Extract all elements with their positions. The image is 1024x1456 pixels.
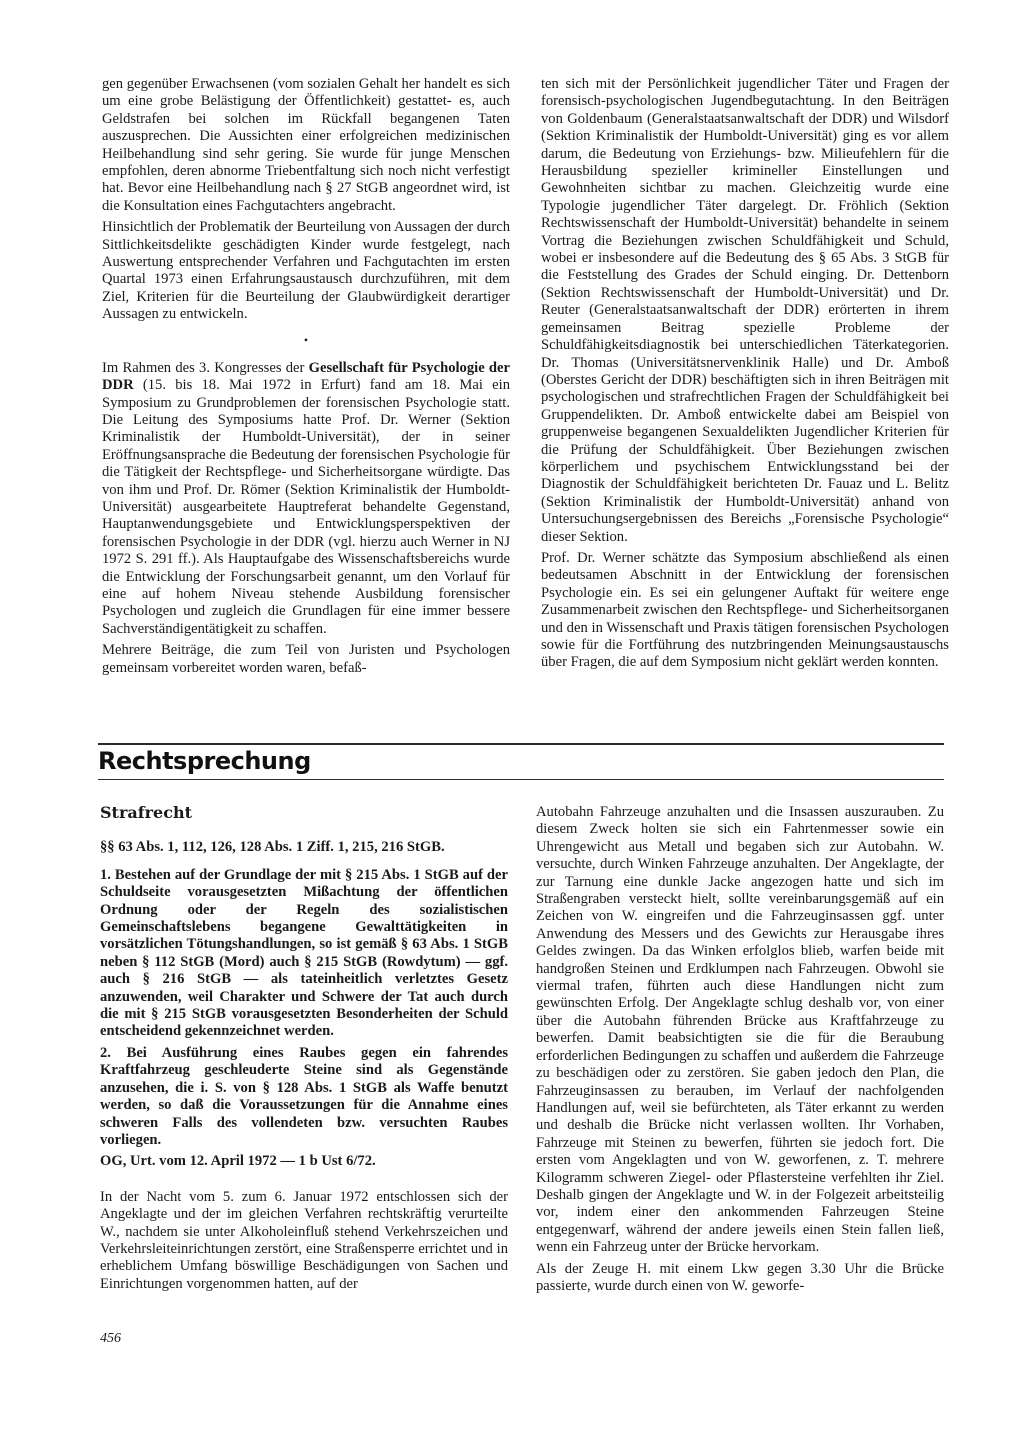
column-top-left [102, 76, 510, 681]
paragraph: In der Nacht vom 5. zum 6. Januar 1972 entschlossen sich der Angeklagte und der im gleichen Verfahren rechtskräftig verurteilte W., nachdem sie unter Alkoholeinfluß stehend Verkehrszeichen und Verkehrsleiteinrichtungen zerstört, eine Straßensperre errichtet und in erheblichem Umfang böswillige Beschädigungen von Sachen und Einrichtungen vorgenommen hatten, auf der [100, 1188, 508, 1292]
separator-bullet: • [303, 332, 309, 347]
text-run: Im Rahmen des 3. Kongresses der [102, 359, 309, 376]
holding-1: 1. Bestehen auf der Grundlage der mit § 215 Abs. 1 StGB auf der Schuldseite vorausgesetzten Mißachtung der öffentlichen Ordnung oder der Regeln des sozialistischen Gemeinschaftslebens begangene Gewalttätigkeiten in vorsätzlichen Tötungshandlungen, so ist gemäß § 63 Abs. 1 StGB neben § 112 StGB (Mord) auch § 215 StGB (Rowdytum) — ggf. auch § 216 StGB — als tateinheitlich verletztes Gesetz anzuwenden, weil Charakter und Schwere der Tat auch durch die mit § 215 StGB vorausgesetzten Besonderheiten der Schuld entscheidend gekennzeichnet werden. [100, 866, 508, 1040]
column-top-right [541, 76, 949, 676]
column-bottom-right [536, 804, 944, 1299]
page-number: 456 [100, 1331, 121, 1346]
section-rule-bottom [98, 779, 944, 780]
paragraph: Als der Zeuge H. mit einem Lkw gegen 3.30 Uhr die Brücke passierte, wurde durch einen von W. geworfe- [536, 1260, 944, 1294]
paragraph: Hinsichtlich der Problematik der Beurteilung von Aussagen der durch Sittlichkeitsdelikte geschädigten Kinder wurde festgelegt, nach Auswertung entsprechender Verfahren und Fachgutachten im ersten Quartal 1973 einen Erfahrungsaustausch durchzuführen, mit dem Ziel, Kriterien für die Beurteilung der Glaubwürdigkeit derartiger Aussagen zu entwickeln. [102, 219, 510, 323]
court-citation: OG, Urt. vom 12. April 1972 — 1 b Ust 6/72. [100, 1153, 376, 1170]
society-name: Gesellschaft für Psychologie der DDR [102, 359, 510, 394]
law-reference: §§ 63 Abs. 1, 112, 126, 128 Abs. 1 Ziff. 1, 215, 216 StGB. [100, 839, 445, 856]
paragraph: gen gegenüber Erwachsenen (vom sozialen Gehalt her handelt es sich um eine grobe Belästigung der Öffentlichkeit) gestattet- es, auch Geldstrafen bei solchen im Rückfall begangenen Taten auszusprechen. Die Aussichten einer erfolgreichen medizinischen Heilbehandlung sind sehr gering. Sie wurde für junge Menschen empfohlen, deren abnorme Triebentfaltung sich noch nicht verfestigt hat. Bevor eine Heilbehandlung nach § 27 StGB angeordnet wird, ist die Konsultation eines Fachgutachters angebracht. [102, 76, 510, 214]
paragraph: Mehrere Beiträge, die zum Teil von Juristen und Psychologen gemeinsam vorbereitet worden waren, befaß- [102, 642, 510, 676]
subsection-title: Strafrecht [100, 803, 192, 822]
congress-paragraph [102, 360, 510, 639]
text-run: (15. bis 18. Mai 1972 in Erfurt) fand am 18. Mai ein Symposium zu Grundproblemen der forensischen Psychologie statt. Die Leitung des Symposiums hatte Prof. Dr. Werner (Sektion Kriminalistik der Humboldt-Universität), der in seiner Eröffnungsansprache die Bedeutung der forensischen Psychologie für die Tätigkeit der Rechtspflege- und Sicherheitsorgane würdigte. Das von ihm und Prof. Dr. Römer (Sektion Kriminalistik der Humboldt-Universität) ausgearbeitete Hauptreferat behandelte Gegenstand, Hauptanwendungsgebiete und Entwicklungsperspektiven der forensischen Psychologie in der DDR (vgl. hierzu auch Werner in NJ 1972 S. 291 ff.). Als Hauptaufgabe des Wissenschaftsbereichs wurde die Entwicklung der Forschungsarbeit genannt, um den Vorlauf für eine auf hohem Niveau stehende Ausbildung forensischer Psychologen und zugleich die Grundlagen für eine immer bessere Sachverständigentätigkeit zu schaffen. [102, 377, 510, 637]
holding-2: 2. Bei Ausführung eines Raubes gegen ein fahrendes Kraftfahrzeug geschleuderte Steine sind als Gegenstände anzusehen, die i. S. von § 128 Abs. 1 StGB als Waffe benutzt werden, so daß die Voraussetzungen für die Annahme eines schweren Falls des vollendeten bzw. versuchten Raubes vorliegen. [100, 1044, 508, 1148]
paragraph: Autobahn Fahrzeuge anzuhalten und die Insassen auszurauben. Zu diesem Zweck holten sie sich ein Fahrtenmesser sowie ein Uhrengewicht aus Metall und begaben sich zur Autobahn. W. versuchte, durch Winken Fahrzeuge anzuhalten. Der Angeklagte, der zur Tarnung eine dunkle Jacke angezogen hatte und sich im Straßengraben versteckt hielt, sollte vereinbarungsgemäß auf ein Zeichen von W. eingreifen und die Fahrzeuginsassen ggf. unter Anwendung des Messers und des Gewichts zur Herausgabe ihres Geldes zwingen. Da das Winken erfolglos blieb, warfen beide mit handgroßen Steinen und Erdklumpen nach Fahrzeugen. Obwohl sie viermal trafen, führten auch diese Handlungen nicht zum gewünschten Erfolg. Der Angeklagte schlug deshalb vor, von einer über die Autobahn führenden Brücke aus Kraftfahrzeuge zu bewerfen. Damit beabsichtigten sie die für die Beraubung erforderlichen Bedingungen zu schaffen und außerdem die Fahrzeuge zu beschädigen oder zu zerstören. Sie gaben jedoch den Plan, die Fahrzeuginsassen zu berauben, im Verlauf der nachfolgenden Handlungen auf, weil sie befürchteten, als Täter erkannt zu werden und deshalb die Brücke nicht verlassen wollten. Ihr Vorhaben, Fahrzeuge mit Steinen zu bewerfen, führten sie jedoch fort. Die ersten vom Angeklagten und von W. geworfenen, z. T. mehrere Kilogramm schweren Ziegel- oder Pflastersteine verfehlten ihr Ziel. Deshalb gingen der Angeklagte und W. in der Folgezeit arbeitsteilig vor, indem einer den ankommenden Fahrzeugen Steine entgegenwarf, während der andere jeweils einen Stein fallen ließ, wenn ein Fahrzeug unter der Brücke hervorkam. [536, 804, 944, 1256]
paragraph: ten sich mit der Persönlichkeit jugendlicher Täter und Fragen der forensisch-psychologischen Jugendbegutachtung. In den Beiträgen von Goldenbaum (Generalstaatsanwaltschaft der DDR) und Wilsdorf (Sektion Kriminalistik der Humboldt-Universität) ging es vor allem darum, die Bedeutung von Erziehungs- bzw. Milieufehlern für die Herausbildung spezieller krimineller Einstellungen und Gewohnheiten sichtbar zu machen. Gleichzeitig wurde eine Typologie jugendlicher Täter dargelegt. Dr. Fröhlich (Sektion Rechtswissenschaft der Humboldt-Universität) behandelte in seinem Vortrag die Beziehungen zwischen Schuldfähigkeit und Schuld, wobei er insbesondere auf die Bedeutung des § 65 Abs. 3 StGB für die Feststellung des Grades der Schuld einging. Dr. Dettenborn (Sektion Rechtswissenschaft der Humboldt-Universität) und Dr. Reuter (Generalstaatsanwaltschaft der DDR) erörterten in ihrem gemeinsamen Beitrag spezielle Probleme der Schuldfähigkeitsdiagnostik bei unterschiedlichen Täterkategorien. Dr. Thomas (Universitätsnervenklinik Halle) und Dr. Amboß (Oberstes Gericht der DDR) beschäftigten sich in ihren Beiträgen mit psychologischen und strafrechtlichen Fragen der Schuldfähigkeit bei Gruppendelikten. Dr. Amboß entwickelte dabei am Beispiel von gruppenweise begangenen Sexualdelikten Jugendlicher Kriterien für die Prüfung der Schuldfähigkeit. Über Beziehungen zwischen körperlichem und psychischem Entwicklungsstand bei der Diagnostik der Schuldfähigkeit berichteten Dr. Fauaz und L. Belitz (Sektion Kriminalistik der Humboldt-Universität) anhand von Untersuchungsergebnissen des Bereichs „Forensische Psychologie“ dieser Sektion. [541, 76, 949, 545]
section-title: Rechtsprechung [98, 747, 311, 775]
column-bottom-left [100, 804, 508, 1297]
paragraph: Prof. Dr. Werner schätzte das Symposium abschließend als einen bedeutsamen Abschnitt in der Entwicklung der forensischen Psychologie ein. Es sei ein gelungener Auftakt für weitere enge Zusammenarbeit zwischen den Rechtspflege- und Sicherheitsorganen und den in Wissenschaft und Praxis tätigen forensischen Psychologen sowie für die Fortführung des nutzbringenden Meinungsaustauschs über Fragen, die auf dem Symposium nicht geklärt werden konnten. [541, 549, 949, 671]
